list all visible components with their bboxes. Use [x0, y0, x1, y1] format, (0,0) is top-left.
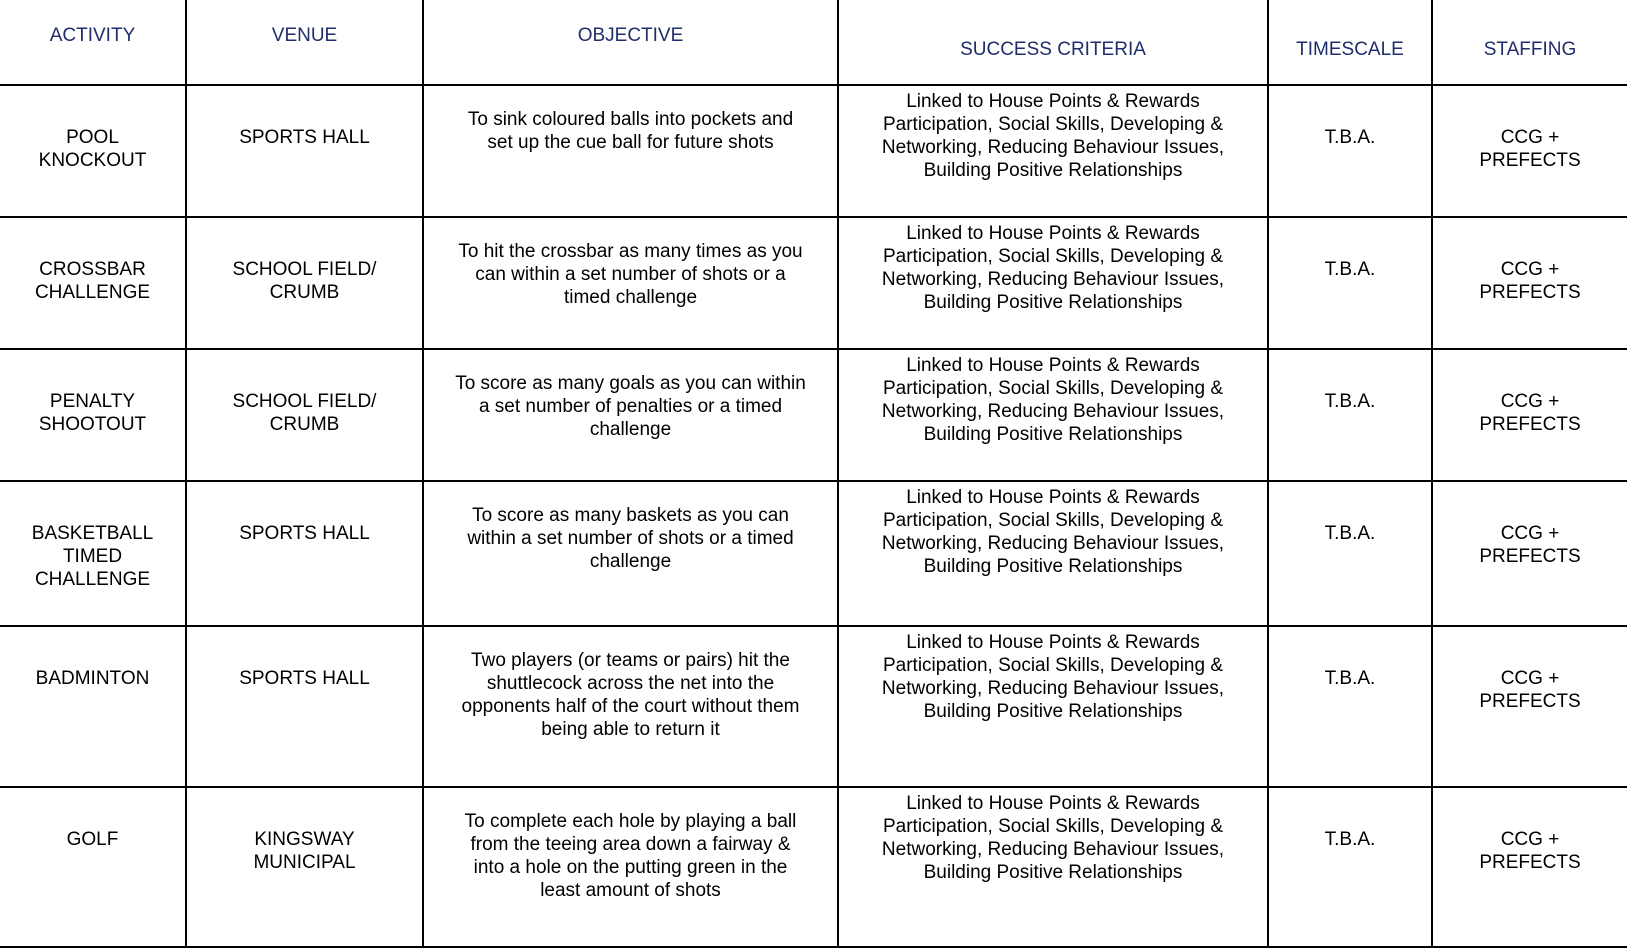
header-objective: OBJECTIVE	[423, 0, 838, 85]
cell-timescale: T.B.A.	[1268, 481, 1432, 626]
cell-staffing: CCG + PREFECTS	[1432, 85, 1627, 217]
cell-activity: GOLF	[0, 787, 186, 947]
cell-venue: SPORTS HALL	[186, 626, 423, 787]
table-row	[0, 481, 1627, 626]
cell-objective: To score as many baskets as you can within a set number of shots or a timed challenge	[423, 481, 838, 626]
cell-timescale: T.B.A.	[1268, 85, 1432, 217]
cell-activity: BASKETBALL TIMED CHALLENGE	[0, 481, 186, 626]
header-row	[0, 0, 1627, 85]
cell-timescale: T.B.A.	[1268, 349, 1432, 481]
cell-staffing: CCG + PREFECTS	[1432, 217, 1627, 349]
cell-success-criteria: Linked to House Points & Rewards Participation, Social Skills, Developing & Networking, Reducing Behaviour Issues, Building Positive Relationships	[838, 217, 1268, 349]
cell-activity: CROSSBAR CHALLENGE	[0, 217, 186, 349]
cell-staffing: CCG + PREFECTS	[1432, 481, 1627, 626]
cell-objective: To score as many goals as you can within a set number of penalties or a timed challenge	[423, 349, 838, 481]
cell-objective: To hit the crossbar as many times as you can within a set number of shots or a timed challenge	[423, 217, 838, 349]
cell-activity: BADMINTON	[0, 626, 186, 787]
header-timescale: TIMESCALE	[1268, 0, 1432, 85]
header-venue: VENUE	[186, 0, 423, 85]
cell-success-criteria: Linked to House Points & Rewards Participation, Social Skills, Developing & Networking, Reducing Behaviour Issues, Building Positive Relationships	[838, 85, 1268, 217]
cell-timescale: T.B.A.	[1268, 787, 1432, 947]
header-activity: ACTIVITY	[0, 0, 186, 85]
cell-success-criteria: Linked to House Points & Rewards Participation, Social Skills, Developing & Networking, Reducing Behaviour Issues, Building Positive Relationships	[838, 787, 1268, 947]
table-row	[0, 349, 1627, 481]
header-success-criteria: SUCCESS CRITERIA	[838, 0, 1268, 85]
cell-objective: Two players (or teams or pairs) hit the shuttlecock across the net into the opponents half of the court without them being able to return it	[423, 626, 838, 787]
header-staffing: STAFFING	[1432, 0, 1627, 85]
cell-venue: SPORTS HALL	[186, 481, 423, 626]
cell-success-criteria: Linked to House Points & Rewards Participation, Social Skills, Developing & Networking, Reducing Behaviour Issues, Building Positive Relationships	[838, 626, 1268, 787]
cell-activity: PENALTY SHOOTOUT	[0, 349, 186, 481]
table-row	[0, 85, 1627, 217]
cell-venue: SPORTS HALL	[186, 85, 423, 217]
cell-activity: POOL KNOCKOUT	[0, 85, 186, 217]
cell-venue: SCHOOL FIELD/ CRUMB	[186, 349, 423, 481]
cell-objective: To complete each hole by playing a ball from the teeing area down a fairway & into a hole on the putting green in the least amount of shots	[423, 787, 838, 947]
cell-timescale: T.B.A.	[1268, 626, 1432, 787]
cell-timescale: T.B.A.	[1268, 217, 1432, 349]
cell-success-criteria: Linked to House Points & Rewards Participation, Social Skills, Developing & Networking, Reducing Behaviour Issues, Building Positive Relationships	[838, 481, 1268, 626]
cell-staffing: CCG + PREFECTS	[1432, 349, 1627, 481]
cell-staffing: CCG + PREFECTS	[1432, 626, 1627, 787]
table-row	[0, 626, 1627, 787]
table-row	[0, 787, 1627, 947]
cell-venue: SCHOOL FIELD/ CRUMB	[186, 217, 423, 349]
cell-staffing: CCG + PREFECTS	[1432, 787, 1627, 947]
cell-venue: KINGSWAY MUNICIPAL	[186, 787, 423, 947]
cell-objective: To sink coloured balls into pockets and set up the cue ball for future shots	[423, 85, 838, 217]
cell-success-criteria: Linked to House Points & Rewards Participation, Social Skills, Developing & Networking, Reducing Behaviour Issues, Building Positive Relationships	[838, 349, 1268, 481]
table-row	[0, 217, 1627, 349]
